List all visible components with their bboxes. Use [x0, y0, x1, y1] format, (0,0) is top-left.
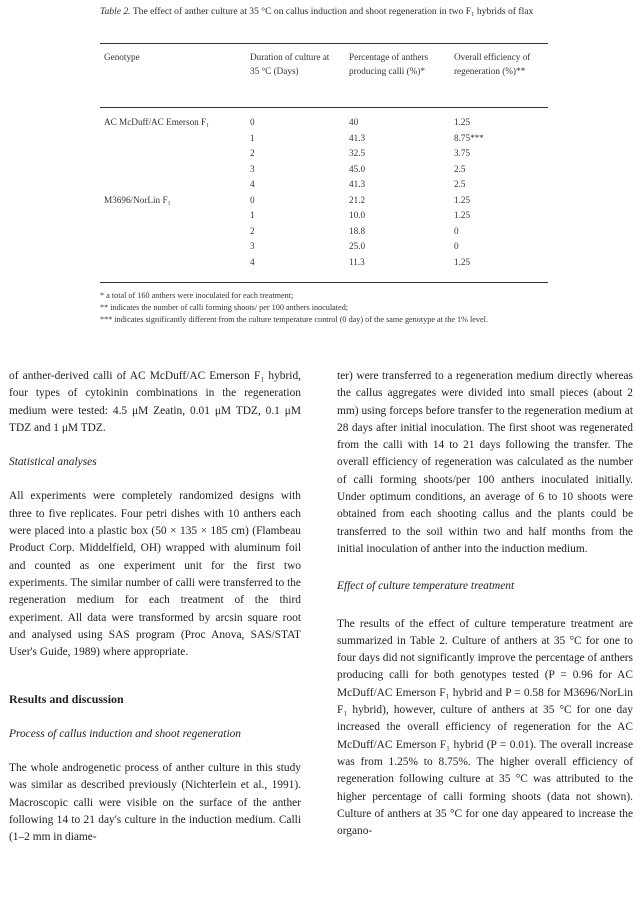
left-column — [9, 368, 301, 847]
cell-efficiency: 0 — [454, 241, 459, 251]
table-caption-label: Table 2. — [100, 6, 131, 17]
cell-efficiency: 1.25 — [454, 210, 471, 220]
header-duration: Duration of culture at 35 °C (Days) — [250, 52, 330, 76]
cell-genotype: AC McDuff/AC Emerson F₁ — [104, 117, 210, 127]
table-row — [100, 193, 548, 208]
table-header-rule — [100, 107, 548, 108]
footnote-3: *** indicates significantly different from the culture temperature control (0 day) of the same genotype at the 1% level. — [100, 315, 488, 324]
table-row — [100, 177, 548, 192]
table-2 — [100, 6, 548, 324]
statistical-analyses-heading: Statistical analyses — [9, 456, 97, 469]
cell-percent: 10.0 — [349, 210, 366, 220]
cell-percent: 45.0 — [349, 163, 366, 174]
left-intro-paragraph: of anther-derived calli of AC McDuff/AC Emerson F₁ hybrid, four types of cytokinin combinations in the regeneration medium were tested: 4.5 μM Zeatin, 0.01 μM TDZ, 0.1 μM TDZ and 1 μM TDZ. — [9, 370, 301, 434]
process-paragraph: The whole androgenetic process of anther culture in this study was similar as described previously (Nichterlein et al., 1991). Macroscopic calli were visible on the surface of the anther following 14 to 21 day's culture in the induction medium. Calli (1–2 mm in diame- — [9, 762, 301, 844]
cell-efficiency: 2.5 — [454, 163, 466, 174]
cell-efficiency: 1.25 — [454, 256, 471, 267]
cell-days: 2 — [250, 225, 255, 236]
cell-efficiency: 8.75*** — [454, 132, 484, 143]
cell-percent: 18.8 — [349, 225, 366, 236]
cell-days: 2 — [250, 148, 255, 158]
cell-percent: 41.3 — [349, 179, 366, 189]
table-footnotes — [100, 290, 548, 326]
cell-efficiency: 2.5 — [454, 179, 466, 189]
footnote-2: ** indicates the number of calli forming shoots/ per 100 anthers inoculated; — [100, 303, 349, 312]
cell-efficiency: 1.25 — [454, 117, 471, 127]
cell-days: 1 — [250, 210, 255, 220]
cell-efficiency: 3.75 — [454, 148, 471, 158]
cell-percent: 40 — [349, 117, 359, 127]
table-bottom-rule — [100, 282, 548, 283]
cell-efficiency: 0 — [454, 225, 459, 236]
cell-percent: 41.3 — [349, 132, 366, 143]
cell-days: 0 — [250, 117, 255, 127]
cell-percent: 32.5 — [349, 148, 366, 158]
cell-percent: 25.0 — [349, 241, 366, 251]
results-discussion-heading: Results and discussion — [9, 692, 124, 707]
table-row — [100, 162, 548, 177]
table-row — [100, 224, 548, 239]
table-row — [100, 239, 548, 254]
table-top-rule — [100, 43, 548, 44]
right-column — [337, 368, 633, 840]
cell-percent: 11.3 — [349, 256, 365, 267]
cell-days: 4 — [250, 179, 255, 189]
table-row — [100, 208, 548, 223]
cell-percent: 21.2 — [349, 194, 366, 205]
process-heading: Process of callus induction and shoot regeneration — [9, 727, 242, 740]
statistical-analyses-paragraph: All experiments were completely randomized designs with three to five replicates. Four petri dishes with 10 anthers each were placed into a plastic box (50 × 135 × 185 cm) (Flambeau Product Corp. Middelfield, OH) wrapped with aluminum foil and counted as one experiment unit for the first two experiments. The similar number of calli were transferred to the regeneration medium for each treatment of the third experiment. All data were transformed by arcsin square root and analysed using SAS program (Proc Anova, SAS/STAT User's Guide, 1989) where appropriate. — [9, 490, 301, 659]
cell-days: 3 — [250, 241, 255, 251]
cell-days: 3 — [250, 163, 255, 174]
table-row — [100, 255, 548, 270]
header-percentage: Percentage of anthers producing calli (%)* — [349, 52, 429, 76]
temperature-treatment-heading: Effect of culture temperature treatment — [337, 580, 515, 593]
table-row — [100, 131, 548, 146]
cell-days: 1 — [250, 132, 255, 143]
table-caption-text: The effect of anther culture at 35 °C on callus induction and shoot regeneration in two F₁ hybrids of flax — [132, 6, 534, 17]
table-row — [100, 115, 548, 130]
footnote-1: * a total of 160 anthers were inoculated for each treatment; — [100, 291, 294, 300]
right-continuation-paragraph: ter) were transferred to a regeneration medium directly whereas the callus aggregates were divided into small pieces (about 2 mm) using forceps before transfer to the regeneration medium at 28 days after initial inoculation. The first shoot was regenerated from the calli with 14 to 21 days following the transfer. The overall efficiency of regeneration was calculated as the number of calli forming shoots/per 100 anthers inoculated initially. Under optimum conditions, an average of 6 to 10 shoots were obtained from each shooting callus and the plants could be transferred to the soil within two and half months from the initial inoculation of anther into the induction medium. — [337, 370, 633, 555]
cell-efficiency: 1.25 — [454, 194, 471, 205]
cell-days: 0 — [250, 194, 255, 205]
temperature-treatment-paragraph: The results of the effect of culture temperature treatment are summarized in Table 2. Culture of anthers at 35 °C for one to four days did not significantly improve the percentage of anthers producing calli for both genotypes tested (P = 0.96 for AC McDuff/AC Emerson F₁ hybrid and P = 0.58 for M3696/NorLin F₁ hybrid), however, culture of anthers at 35 °C for one day increased the overall efficiency of regeneration for the AC McDuff/AC Emerson F₁ hybrid (P = 0.01). The overall increase was from 1.25% to 8.75%. The higher overall efficiency of regeneration following culture at 35 °C was attributed to the higher percentage of calli forming shoots (data not shown). Culture of anthers at 35 °C for one day appeared to increase the organo- — [337, 617, 633, 838]
table-row — [100, 146, 548, 161]
cell-days: 4 — [250, 256, 255, 267]
table-caption — [100, 6, 548, 18]
header-efficiency: Overall efficiency of regeneration (%)** — [454, 52, 531, 76]
cell-genotype: M3696/NorLin F₁ — [104, 194, 171, 205]
header-genotype: Genotype — [104, 52, 140, 62]
